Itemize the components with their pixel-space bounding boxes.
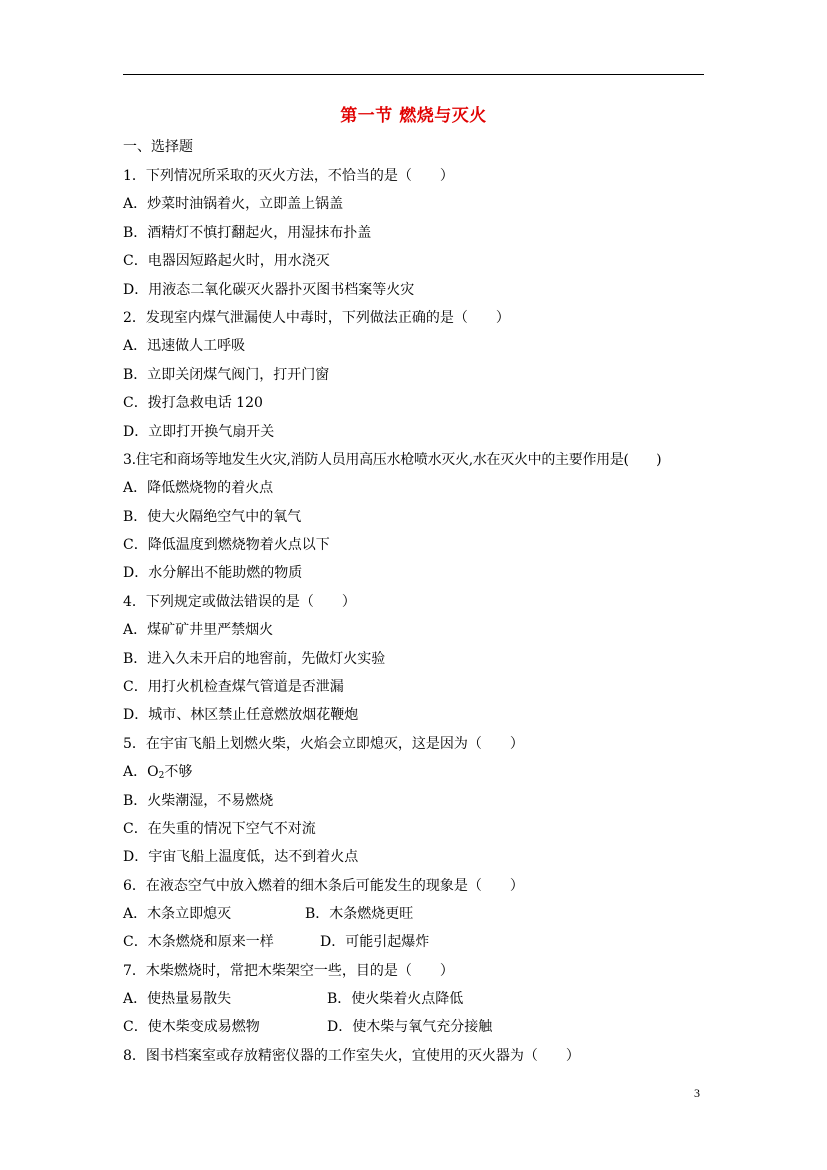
question-1-option-b: B．酒精灯不慎打翻起火，用湿抹布扑盖 <box>123 225 372 241</box>
question-4-option-c: C．用打火机检查煤气管道是否泄漏 <box>123 679 344 695</box>
question-4-option-b: B．进入久未开启的地窖前，先做灯火实验 <box>123 651 386 667</box>
question-6-options-row-2 <box>123 932 430 952</box>
question-2-option-a: A．迅速做人工呼吸 <box>123 338 246 354</box>
question-6-option-d: D．可能引起爆炸 <box>320 934 430 950</box>
question-5-option-d: D．宇宙飞船上温度低，达不到着火点 <box>123 849 359 865</box>
question-1-option-c: C．电器因短路起火时，用水浇灭 <box>123 253 330 269</box>
subscript-2: 2 <box>158 771 165 781</box>
question-3-option-a: A．降低燃烧物的着火点 <box>123 480 274 496</box>
question-4-option-d: D．城市、林区禁止任意燃放烟花鞭炮 <box>123 707 359 723</box>
question-7-options-row-1 <box>123 989 464 1009</box>
question-2-stem: 2．发现室内煤气泄漏使人中毒时，下列做法正确的是（ ） <box>123 310 510 326</box>
question-7-option-c: C．使木柴变成易燃物 <box>123 1019 260 1035</box>
question-2-option-d: D．立即打开换气扇开关 <box>123 424 275 440</box>
option-a-suffix: 不够 <box>164 764 193 780</box>
question-7-options-row-2 <box>123 1017 493 1037</box>
question-3-option-d: D．水分解出不能助燃的物质 <box>123 565 303 581</box>
question-8-stem: 8．图书档案室或存放精密仪器的工作室失火，宜使用的灭火器为（ ） <box>123 1048 580 1064</box>
question-7-option-d: D．使木柴与氧气充分接触 <box>327 1019 493 1035</box>
option-a-prefix: A．O <box>123 764 159 780</box>
question-1-option-a: A．炒菜时油锅着火，立即盖上锅盖 <box>123 196 344 212</box>
question-6-option-a: A．木条立即熄灭 <box>123 906 232 922</box>
question-5-option-a <box>123 762 192 786</box>
question-7-option-b: B．使火柴着火点降低 <box>327 991 464 1007</box>
question-6-option-c: C．木条燃烧和原来一样 <box>123 934 274 950</box>
question-5-option-c: C．在失重的情况下空气不对流 <box>123 821 316 837</box>
question-1-option-d: D．用液态二氧化碳灭火器扑灭图书档案等火灾 <box>123 282 415 298</box>
header-rule <box>123 74 704 75</box>
question-1-stem: 1．下列情况所采取的灭火方法，不恰当的是（ ） <box>123 168 454 184</box>
question-3-option-b: B．使大火隔绝空气中的氧气 <box>123 509 302 525</box>
question-5-stem: 5．在宇宙飞船上划燃火柴，火焰会立即熄灭，这是因为（ ） <box>123 736 524 752</box>
question-6-options-row-1 <box>123 904 414 924</box>
page-title: 第一节 燃烧与灭火 <box>340 106 487 126</box>
page-number: 3 <box>694 1086 700 1100</box>
question-3-option-c: C．降低温度到燃烧物着火点以下 <box>123 537 330 553</box>
section-heading: 一、选择题 <box>123 139 193 155</box>
question-6-option-b: B．木条燃烧更旺 <box>305 906 414 922</box>
question-7-stem: 7．木柴燃烧时，常把木柴架空一些，目的是（ ） <box>123 963 454 979</box>
question-2-option-c: C．拨打急救电话 120 <box>123 395 263 411</box>
question-4-option-a: A．煤矿矿井里严禁烟火 <box>123 622 274 638</box>
question-4-stem: 4．下列规定或做法错误的是（ ） <box>123 594 356 610</box>
question-2-option-b: B．立即关闭煤气阀门，打开门窗 <box>123 367 330 383</box>
question-6-stem: 6．在液态空气中放入燃着的细木条后可能发生的现象是（ ） <box>123 878 524 894</box>
question-7-option-a: A．使热量易散失 <box>123 991 232 1007</box>
question-3-stem: 3.住宅和商场等地发生火灾,消防人员用高压水枪喷水灭火,水在灭火中的主要作用是( ) <box>123 452 662 468</box>
question-5-option-b: B．火柴潮湿，不易燃烧 <box>123 793 274 809</box>
